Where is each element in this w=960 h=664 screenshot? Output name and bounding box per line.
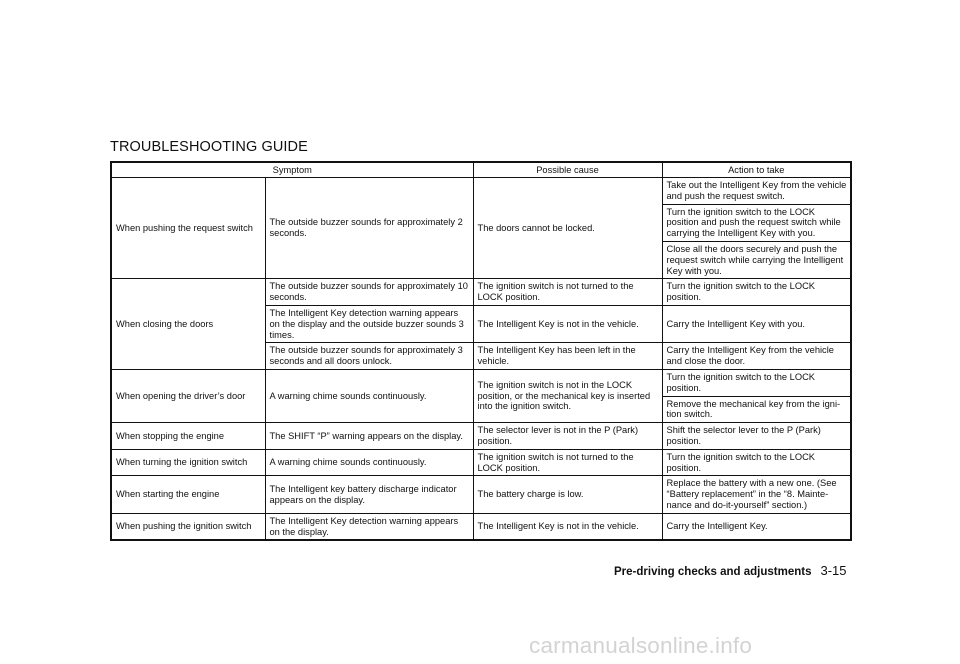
symptom-cell: When pushing the request switch bbox=[111, 178, 265, 279]
symptom-detail-cell: The Intelligent key battery discharge indicator appears on the display. bbox=[265, 476, 473, 513]
symptom-detail-cell: The outside buzzer sounds for approximately 3 seconds and all doors unlock. bbox=[265, 343, 473, 370]
page-footer bbox=[614, 563, 847, 578]
action-cell: Shift the selector lever to the P (Park) position. bbox=[662, 423, 851, 450]
symptom-detail-cell: A warning chime sounds continuously. bbox=[265, 449, 473, 476]
action-cell: Carry the Intelligent Key with you. bbox=[662, 305, 851, 342]
symptom-cell: When turning the ignition switch bbox=[111, 449, 265, 476]
table-row bbox=[111, 423, 851, 450]
symptom-cell: When opening the driver’s door bbox=[111, 369, 265, 422]
cause-cell: The ignition switch is not turned to the LOCK position. bbox=[473, 449, 662, 476]
table-row bbox=[111, 449, 851, 476]
cause-cell: The Intelligent Key is not in the vehicle. bbox=[473, 513, 662, 540]
action-cell: Carry the Intelligent Key. bbox=[662, 513, 851, 540]
table-header-row bbox=[111, 162, 851, 178]
symptom-cell: When closing the doors bbox=[111, 279, 265, 370]
header-action: Action to take bbox=[662, 162, 851, 178]
symptom-detail-cell: The Intelligent Key detection warning appears on the display and the outside buzzer sounds 3 times. bbox=[265, 305, 473, 342]
symptom-cell: When stopping the engine bbox=[111, 423, 265, 450]
cause-cell: The ignition switch is not in the LOCK position, or the mechanical key is inserted into the ignition switch. bbox=[473, 369, 662, 422]
cause-cell: The doors cannot be locked. bbox=[473, 178, 662, 279]
action-cell: Remove the mechanical key from the igni- tion switch. bbox=[662, 396, 851, 423]
symptom-cell: When starting the engine bbox=[111, 476, 265, 513]
symptom-detail-cell: A warning chime sounds continuously. bbox=[265, 369, 473, 422]
action-cell: Carry the Intelligent Key from the vehicle and close the door. bbox=[662, 343, 851, 370]
symptom-detail-cell: The SHIFT “P” warning appears on the display. bbox=[265, 423, 473, 450]
table-row bbox=[111, 279, 851, 306]
header-possible-cause: Possible cause bbox=[473, 162, 662, 178]
table-row bbox=[111, 513, 851, 540]
footer-section-title: Pre-driving checks and adjustments bbox=[614, 566, 812, 578]
page-title: TROUBLESHOOTING GUIDE bbox=[110, 139, 308, 155]
cause-cell: The Intelligent Key has been left in the vehicle. bbox=[473, 343, 662, 370]
cause-cell: The Intelligent Key is not in the vehicle. bbox=[473, 305, 662, 342]
action-cell: Replace the battery with a new one. (See “Battery replacement” in the “8. Mainte- nance and do-it-yourself” section.) bbox=[662, 476, 851, 513]
symptom-detail-cell: The outside buzzer sounds for approximately 10 seconds. bbox=[265, 279, 473, 306]
cause-cell: The selector lever is not in the P (Park) position. bbox=[473, 423, 662, 450]
table-row bbox=[111, 178, 851, 205]
table-row bbox=[111, 369, 851, 396]
symptom-detail-cell: The outside buzzer sounds for approximately 2 seconds. bbox=[265, 178, 473, 279]
table-row bbox=[111, 476, 851, 513]
symptom-detail-cell: The Intelligent Key detection warning appears on the display. bbox=[265, 513, 473, 540]
symptom-cell: When pushing the ignition switch bbox=[111, 513, 265, 540]
action-cell: Close all the doors securely and push the request switch while carrying the Intelligent Key with you. bbox=[662, 241, 851, 278]
troubleshooting-table bbox=[110, 161, 852, 541]
page-number: 3-15 bbox=[820, 563, 847, 578]
action-cell: Turn the ignition switch to the LOCK position. bbox=[662, 369, 851, 396]
cause-cell: The ignition switch is not turned to the LOCK position. bbox=[473, 279, 662, 306]
header-symptom: Symptom bbox=[111, 162, 473, 178]
action-cell: Turn the ignition switch to the LOCK position and push the request switch while carrying the Intelligent Key with you. bbox=[662, 204, 851, 241]
action-cell: Take out the Intelligent Key from the vehicle and push the request switch. bbox=[662, 178, 851, 205]
action-cell: Turn the ignition switch to the LOCK position. bbox=[662, 449, 851, 476]
cause-cell: The battery charge is low. bbox=[473, 476, 662, 513]
watermark: carmanualsonline.info bbox=[529, 633, 753, 658]
action-cell: Turn the ignition switch to the LOCK position. bbox=[662, 279, 851, 306]
